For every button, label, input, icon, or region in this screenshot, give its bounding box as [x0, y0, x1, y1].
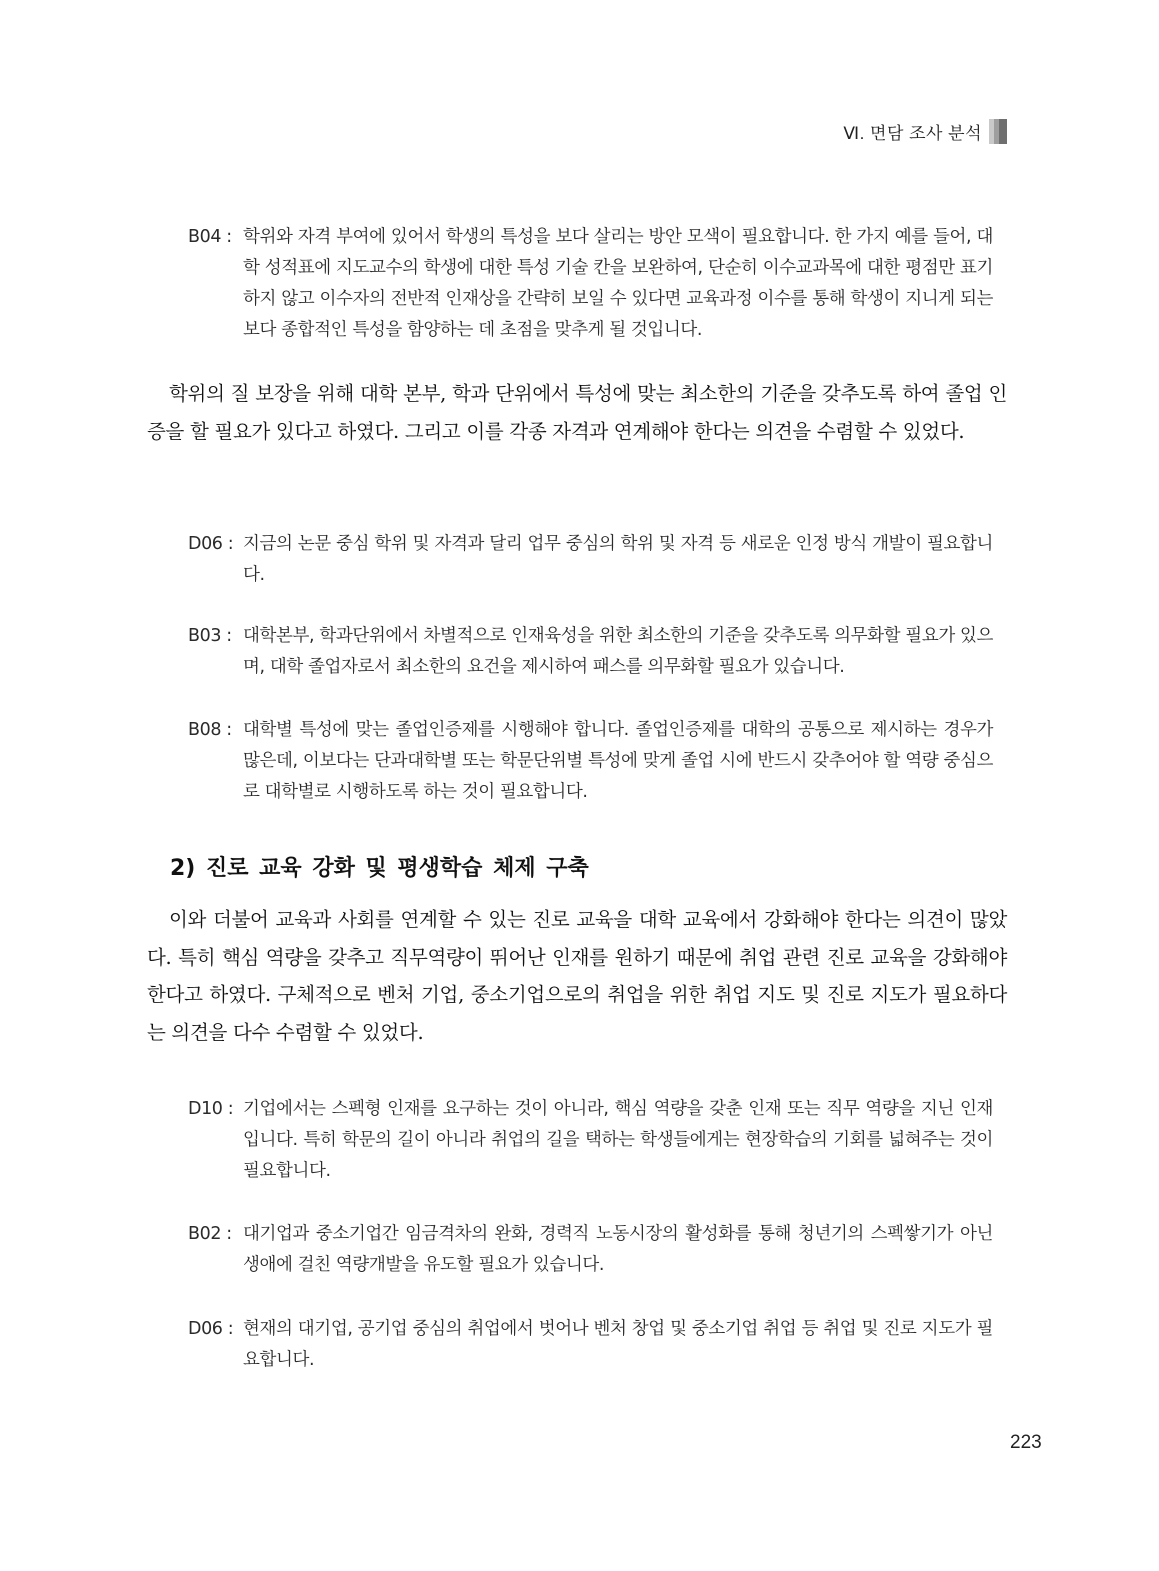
interview-quote-b03: [188, 621, 993, 683]
page-number: 223: [1010, 1432, 1042, 1453]
interview-quote-d06: [188, 529, 993, 591]
quote-code: B02 :: [188, 1224, 232, 1244]
quote-code: B08 :: [188, 720, 232, 740]
quote-code: D10 :: [188, 1099, 234, 1119]
interview-quote-b02: [188, 1219, 993, 1281]
quote-text: 기업에서는 스펙형 인재를 요구하는 것이 아니라, 핵심 역량을 갖춘 인재 또는 직무 역량을 지닌 인재입니다. 특히 학문의 길이 아니라 취업의 길을 택하는 학생들에게는 현장학습의 기회를 넓혀주는 것이 필요합니다.: [243, 1099, 993, 1181]
quote-text: 대학본부, 학과단위에서 차별적으로 인재육성을 위한 최소한의 기준을 갖추도록 의무화할 필요가 있으며, 대학 졸업자로서 최소한의 요건을 제시하여 패스를 의무화할 필요가 있습니다.: [243, 626, 993, 677]
quote-text: 현재의 대기업, 공기업 중심의 취업에서 벗어나 벤처 창업 및 중소기업 취업 등 취업 및 진로 지도가 필요합니다.: [243, 1319, 993, 1370]
body-paragraph: 학위의 질 보장을 위해 대학 본부, 학과 단위에서 특성에 맞는 최소한의 기준을 갖추도록 하여 졸업 인증을 할 필요가 있다고 하였다. 그리고 이를 각종 자격과 연계해야 한다는 의견을 수렴할 수 있었다.: [147, 382, 1007, 443]
quote-text: 대기업과 중소기업간 임금격차의 완화, 경력직 노동시장의 활성화를 통해 청년기의 스펙쌓기가 아닌 생애에 걸친 역량개발을 유도할 필요가 있습니다.: [243, 1224, 993, 1275]
quote-text: 대학별 특성에 맞는 졸업인증제를 시행해야 합니다. 졸업인증제를 대학의 공통으로 제시하는 경우가 많은데, 이보다는 단과대학별 또는 학문단위별 특성에 맞게 졸업 시에 반드시 갖추어야 할 역량 중심으로 대학별로 시행하도록 하는 것이 필요합니다.: [243, 720, 993, 802]
quote-code: B04 :: [188, 227, 232, 247]
section-heading: 2) 진로 교육 강화 및 평생학습 체제 구축: [170, 856, 589, 881]
body-paragraph: 이와 더불어 교육과 사회를 연계할 수 있는 진로 교육을 대학 교육에서 강화해야 한다는 의견이 많았다. 특히 핵심 역량을 갖추고 직무역량이 뛰어난 인재를 원하기 때문에 취업 관련 진로 교육을 강화해야 한다고 하였다. 구체적으로 벤처 기업, 중소기업으로의 취업을 위한 취업 지도 및 진로 지도가 필요하다는 의견을 다수 수렴할 수 있었다.: [147, 908, 1007, 1044]
running-header: [843, 118, 1007, 144]
interview-quote-b04: [188, 222, 993, 346]
quote-text: 학위와 자격 부여에 있어서 학생의 특성을 보다 살리는 방안 모색이 필요합니다. 한 가지 예를 들어, 대학 성적표에 지도교수의 학생에 대한 특성 기술 칸을 보완하여, 단순히 이수교과목에 대한 평점만 표기하지 않고 이수자의 전반적 인재상을 간략히 보일 수 있다면 교육과정 이수를 통해 학생이 지니게 되는 보다 종합적인 특성을 함양하는 데 초점을 맞추게 될 것입니다.: [243, 227, 993, 340]
quote-code: D06 :: [188, 1319, 234, 1339]
quote-text: 지금의 논문 중심 학위 및 자격과 달리 업무 중심의 학위 및 자격 등 새로운 인정 방식 개발이 필요합니다.: [243, 534, 993, 585]
header-tab-mark: [989, 119, 1007, 144]
quote-code: D06 :: [188, 534, 234, 554]
running-header-title: Ⅵ. 면담 조사 분석: [843, 123, 982, 143]
interview-quote-d06-2: [188, 1314, 993, 1376]
interview-quote-d10: [188, 1094, 993, 1187]
interview-quote-b08: [188, 715, 993, 808]
quote-code: B03 :: [188, 626, 232, 646]
